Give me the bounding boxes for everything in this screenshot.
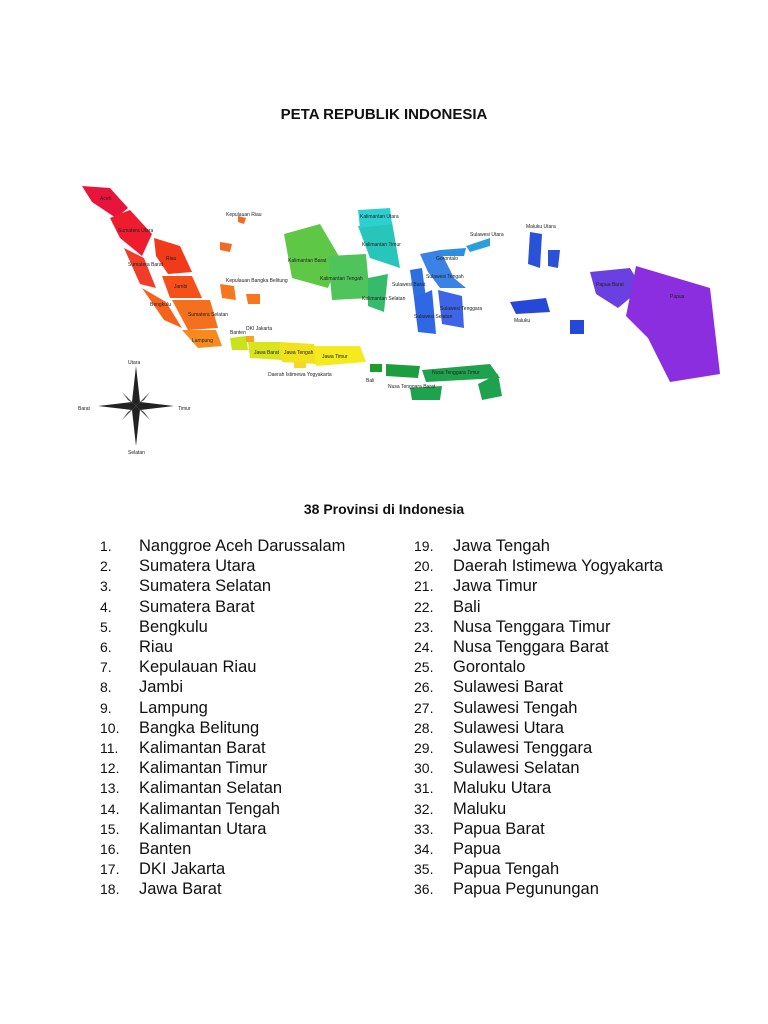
province-number: 27.	[414, 699, 434, 716]
province-number: 9.	[100, 699, 112, 716]
province-number: 25.	[414, 659, 434, 676]
map-label-kalsel: Kalimantan Selatan	[362, 296, 406, 302]
province-number: 11.	[100, 740, 119, 757]
province-number: 28.	[414, 719, 434, 736]
map-region-babel	[220, 284, 260, 304]
province-list-item	[414, 799, 684, 819]
province-number: 31.	[414, 780, 434, 797]
province-name: Kalimantan Selatan	[139, 779, 283, 798]
map-label-sumut: Sumatera Utara	[118, 228, 154, 234]
province-number: 13.	[100, 780, 120, 797]
province-list-item	[100, 799, 370, 819]
province-name: Maluku	[453, 799, 507, 818]
province-name: Kalimantan Barat	[139, 739, 266, 758]
indonesia-map	[70, 138, 720, 470]
province-number: 22.	[414, 598, 434, 615]
province-list-item	[100, 819, 370, 839]
province-list-item	[100, 657, 370, 677]
province-name: Bangka Belitung	[139, 718, 260, 737]
province-name: Nusa Tenggara Timur	[453, 617, 611, 636]
province-name: Sumatera Utara	[139, 557, 256, 576]
map-label-riau: Riau	[166, 256, 177, 262]
province-name: Lampung	[139, 698, 208, 717]
map-label-aceh: Aceh	[100, 196, 112, 202]
province-number: 14.	[100, 800, 120, 817]
map-label-maluku: Maluku	[514, 318, 531, 324]
map-label-dki: DKI Jakarta	[246, 326, 273, 332]
province-name: Papua Barat	[453, 819, 545, 838]
province-number: 20.	[414, 558, 434, 575]
province-list-item	[414, 576, 684, 596]
province-name: Riau	[139, 638, 173, 657]
map-label-jambi: Jambi	[174, 284, 188, 290]
province-name: Sulawesi Tenggara	[453, 739, 593, 758]
province-number: 18.	[100, 881, 120, 898]
province-list-item	[414, 859, 684, 879]
province-number: 15.	[100, 820, 120, 837]
province-list-item	[414, 536, 684, 556]
map-region-papua	[626, 266, 720, 382]
province-name: Kalimantan Timur	[139, 759, 268, 778]
map-region-maluku	[510, 298, 584, 334]
province-list-left	[100, 536, 370, 900]
province-name: Nusa Tenggara Barat	[453, 638, 609, 657]
compass-north-label: Utara	[128, 360, 141, 366]
map-label-kepri: Kepulauan Riau	[226, 212, 262, 218]
province-name: Nanggroe Aceh Darussalam	[139, 537, 346, 555]
province-name: Jawa Timur	[453, 577, 538, 596]
province-list-item	[100, 738, 370, 758]
province-list-item	[100, 698, 370, 718]
province-name: Papua Tengah	[453, 860, 560, 879]
province-list-item	[414, 617, 684, 637]
province-number: 29.	[414, 740, 434, 757]
map-label-malut: Maluku Utara	[526, 224, 556, 230]
map-label-kalut: Kalimantan Utara	[360, 214, 399, 220]
compass-rose-icon	[98, 366, 174, 446]
province-number: 3.	[100, 578, 112, 595]
province-list-item	[414, 718, 684, 738]
province-name: Bali	[453, 597, 481, 616]
province-list-item	[414, 778, 684, 798]
province-list-item	[414, 556, 684, 576]
province-number: 4.	[100, 598, 112, 615]
map-label-diy: Daerah Istimewa Yogyakarta	[268, 372, 332, 378]
map-label-sulteng: Sulawesi Tengah	[426, 274, 464, 280]
province-list-item	[100, 758, 370, 778]
province-list-item	[100, 576, 370, 596]
map-region-gorontalo	[440, 248, 466, 256]
map-label-lampung: Lampung	[192, 338, 213, 344]
province-list-item	[414, 677, 684, 697]
province-name: Sumatera Selatan	[139, 577, 272, 596]
province-number: 12.	[100, 760, 120, 777]
province-number: 23.	[414, 618, 434, 635]
map-label-gorontalo: Gorontalo	[436, 256, 458, 262]
province-name: Bengkulu	[139, 617, 208, 636]
province-name: Papua	[453, 840, 501, 859]
province-list-item	[100, 879, 370, 899]
province-number: 5.	[100, 618, 112, 635]
province-number: 19.	[414, 538, 434, 554]
map-region-kepri	[220, 216, 246, 252]
map-label-sulbar: Sulawesi Barat	[392, 282, 426, 288]
map-label-jabar: Jawa Barat	[254, 350, 280, 356]
province-name: Banten	[139, 840, 192, 859]
map-region-dki	[246, 336, 254, 342]
province-number: 8.	[100, 679, 112, 696]
province-list-heading: 38 Provinsi di Indonesia	[303, 501, 465, 517]
province-number: 32.	[414, 800, 434, 817]
province-number: 26.	[414, 679, 434, 696]
province-number: 30.	[414, 760, 434, 777]
province-number: 21.	[414, 578, 434, 595]
province-number: 2.	[100, 558, 112, 575]
province-number: 35.	[414, 861, 434, 878]
map-region-banten	[230, 336, 248, 350]
province-list-item	[414, 738, 684, 758]
province-name: Jawa Barat	[139, 880, 222, 899]
map-label-sulsel: Sulawesi Selatan	[414, 314, 453, 320]
map-label-banten: Banten	[230, 330, 246, 336]
province-list-item	[414, 879, 684, 899]
map-label-sumsel: Sumatera Selatan	[188, 312, 229, 318]
map-region-kalsel	[368, 274, 388, 312]
province-number: 24.	[414, 639, 434, 656]
province-name: Jawa Tengah	[453, 537, 550, 555]
province-list-item	[100, 536, 370, 556]
province-list-item	[100, 839, 370, 859]
map-label-babel: Kepulauan Bangka Belitung	[226, 278, 288, 284]
province-list-right	[414, 536, 684, 900]
map-label-jatim: Jawa Timur	[322, 354, 348, 360]
province-number: 6.	[100, 639, 112, 656]
province-name: Jambi	[139, 678, 184, 697]
province-list-item	[100, 637, 370, 657]
province-number: 33.	[414, 820, 434, 837]
province-name: Kalimantan Utara	[139, 819, 267, 838]
province-number: 1.	[100, 538, 112, 554]
province-list-item	[100, 556, 370, 576]
map-region-malut	[528, 232, 560, 268]
map-label-sulut: Sulawesi Utara	[470, 232, 504, 238]
map-label-kaltim: Kalimantan Timur	[362, 242, 401, 248]
province-number: 10.	[100, 719, 120, 736]
province-list-item	[414, 758, 684, 778]
compass-south-label: Selatan	[128, 450, 145, 456]
province-name: Sulawesi Barat	[453, 678, 564, 697]
province-name: DKI Jakarta	[139, 860, 226, 879]
page-title: PETA REPUBLIK INDONESIA	[280, 106, 488, 123]
province-list-item	[414, 597, 684, 617]
province-list-item	[100, 677, 370, 697]
map-label-papua: Papua	[670, 294, 685, 300]
compass-west-label: Barat	[78, 406, 90, 412]
map-region-ntb	[386, 364, 420, 378]
province-number: 7.	[100, 659, 112, 676]
map-label-jateng: Jawa Tengah	[284, 350, 314, 356]
province-number: 36.	[414, 881, 434, 898]
province-list-item	[414, 819, 684, 839]
province-name: Sumatera Barat	[139, 597, 255, 616]
province-list-item	[414, 698, 684, 718]
map-region-aceh	[82, 186, 128, 218]
map-region-sulsel	[414, 290, 436, 334]
province-name: Sulawesi Utara	[453, 718, 564, 737]
province-name: Daerah Istimewa Yogyakarta	[453, 557, 664, 576]
province-number: 34.	[414, 841, 434, 858]
province-list-item	[414, 637, 684, 657]
map-label-ntb: Nusa Tenggara Barat	[388, 384, 436, 390]
province-list-item	[100, 859, 370, 879]
province-name: Kalimantan Tengah	[139, 799, 280, 818]
map-label-kalteng: Kalimantan Tengah	[320, 276, 363, 282]
map-label-bali: Bali	[366, 378, 375, 384]
province-number: 16.	[100, 841, 120, 858]
map-label-sultra: Sulawesi Tenggara	[440, 306, 483, 312]
province-name: Maluku Utara	[453, 779, 552, 798]
map-label-bengkulu: Bengkulu	[150, 302, 171, 308]
indonesia-map-svg	[70, 138, 720, 470]
province-name: Sulawesi Tengah	[453, 698, 578, 717]
province-name: Sulawesi Selatan	[453, 759, 580, 778]
map-label-ntt: Nusa Tenggara Timur	[432, 370, 480, 376]
province-list-item	[414, 657, 684, 677]
province-name: Kepulauan Riau	[139, 658, 257, 677]
map-region-sulut	[466, 238, 490, 252]
province-list-item	[100, 718, 370, 738]
province-list-item	[414, 839, 684, 859]
province-name: Gorontalo	[453, 658, 526, 677]
map-label-kalbar: Kalimantan Barat	[288, 258, 327, 264]
map-label-sumbar: Sumatera Barat	[128, 262, 164, 268]
province-list-item	[100, 597, 370, 617]
province-list-item	[100, 617, 370, 637]
province-number: 17.	[100, 861, 120, 878]
compass-east-label: Timur	[178, 406, 191, 412]
map-region-diy	[294, 362, 306, 368]
map-region-bali	[370, 364, 382, 372]
province-name: Papua Pegunungan	[453, 880, 599, 899]
map-label-papbar: Papua Barat	[596, 282, 624, 288]
province-list-item	[100, 778, 370, 798]
